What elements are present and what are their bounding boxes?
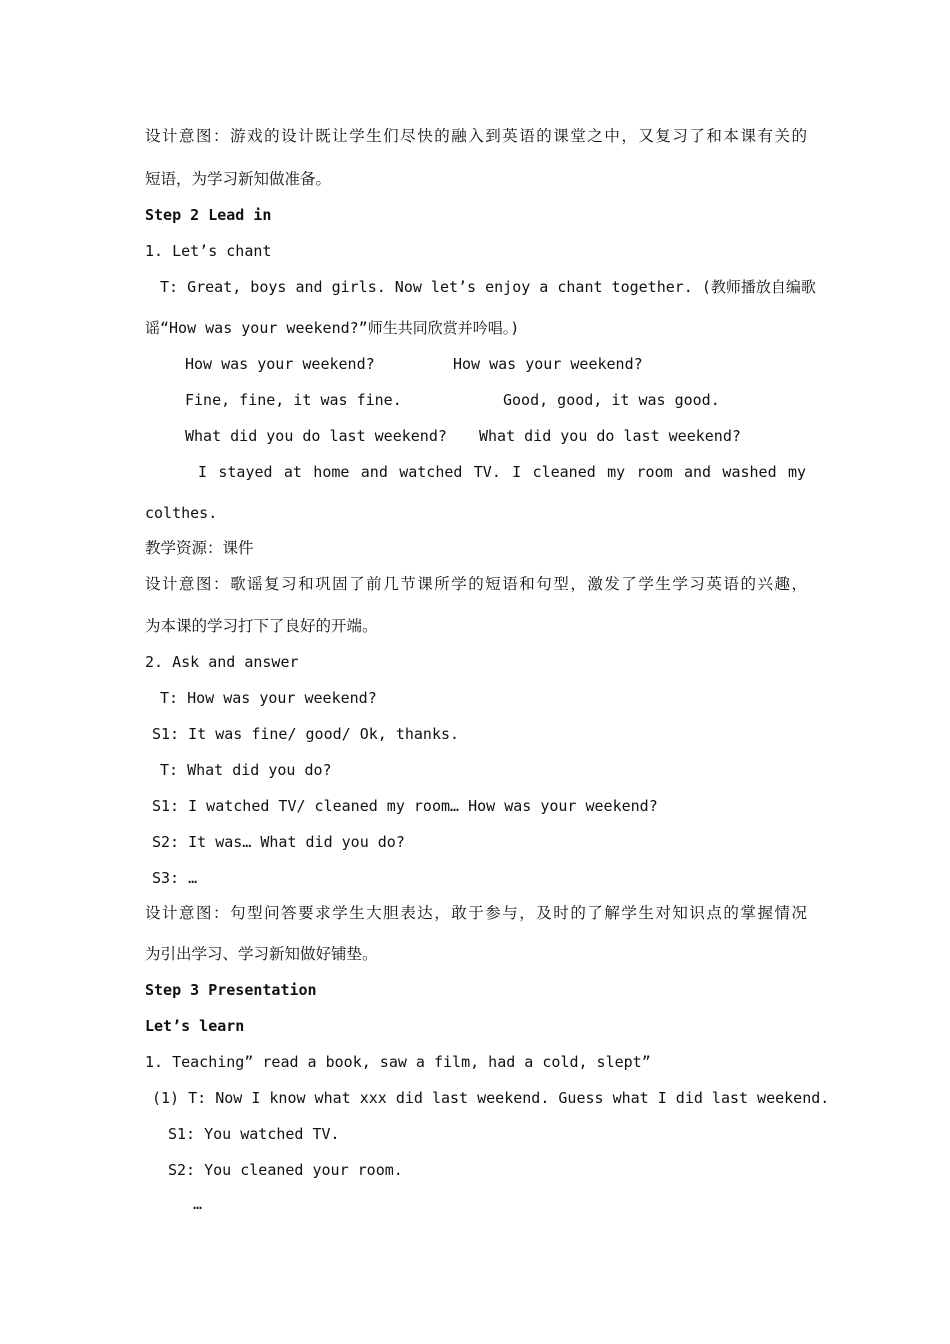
step-3-heading: Step 3 Presentation [145,981,317,999]
chant-line-4: I stayed at home and watched TV. I cleaned my room and washed my [198,463,806,481]
ask-and-answer-heading: 2. Ask and answer [145,653,299,671]
teacher-intro-line-1: T: Great, boys and girls. Now let’s enjoy a chant together. (教师播放自编歌 [160,278,816,296]
guess-line-2: S1: You watched TV. [168,1125,340,1143]
dialog-line-2: S1: It was fine/ good/ Ok, thanks. [152,725,460,743]
lets-learn-heading: Let’s learn [145,1017,245,1035]
step-2-heading: Step 2 Lead in [145,206,272,224]
chant-line-2-left: Fine, fine, it was fine. [185,391,402,409]
dialog-line-3: T: What did you do? [160,761,332,779]
chant-line-3-left: What did you do last weekend? [185,427,447,445]
teacher-intro-line-2: 谣“How was your weekend?”师生共同欣赏并吟唱。) [145,319,520,337]
design-intent-1-line-2: 短语，为学习新知做准备。 [145,170,332,188]
teaching-phrases: 1. Teaching” read a book, saw a film, had a cold, slept” [145,1053,651,1071]
dialog-line-4: S1: I watched TV/ cleaned my room… How was your weekend? [152,797,658,815]
design-intent-1-line-1: 设计意图：游戏的设计既让学生们尽快的融入到英语的课堂之中，又复习了和本课有关的 [145,127,807,145]
chant-line-2-right: Good, good, it was good. [503,391,720,409]
chant-line-3-right: What did you do last weekend? [479,427,741,445]
dialog-line-6: S3: … [152,869,198,887]
design-intent-2-line-1: 设计意图：歌谣复习和巩固了前几节课所学的短语和句型，激发了学生学习英语的兴趣， [145,575,807,593]
chant-line-1-right: How was your weekend? [453,355,643,373]
chant-line-1-left: How was your weekend? [185,355,375,373]
design-intent-3-line-2: 为引出学习、学习新知做好铺垫。 [145,945,378,963]
chant-heading: 1. Let’s chant [145,242,272,260]
guess-line-3: S2: You cleaned your room. [168,1161,403,1179]
teaching-resources: 教学资源：课件 [145,539,254,557]
dialog-line-1: T: How was your weekend? [160,689,377,707]
guess-line-1: (1) T: Now I know what xxx did last weekend. Guess what I did last weekend. [152,1089,830,1107]
design-intent-3-line-1: 设计意图：句型问答要求学生大胆表达，敢于参与，及时的了解学生对知识点的掌握情况 [145,904,807,922]
chant-line-4-continued: colthes. [145,504,218,522]
design-intent-2-line-2: 为本课的学习打下了良好的开端。 [145,617,378,635]
dialog-line-5: S2: It was… What did you do? [152,833,405,851]
guess-line-4: … [193,1195,203,1213]
